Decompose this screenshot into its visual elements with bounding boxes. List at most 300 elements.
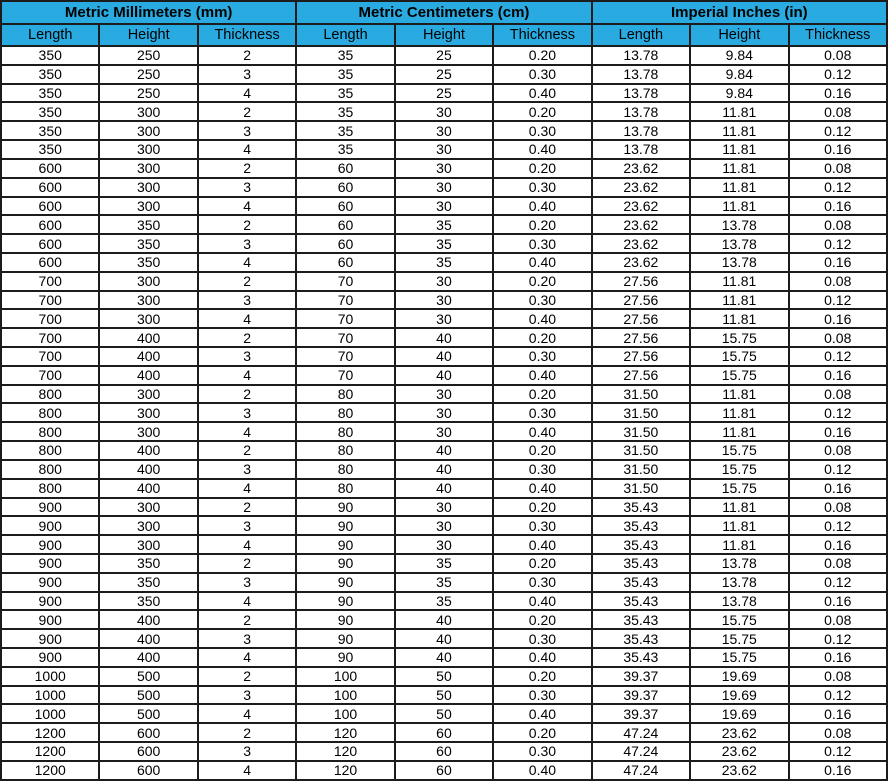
- table-row: [1, 309, 887, 328]
- table-cell: 30: [395, 291, 493, 310]
- table-cell: 23.62: [690, 761, 788, 780]
- table-cell: 31.50: [592, 479, 690, 498]
- table-cell: 15.75: [690, 366, 788, 385]
- table-row: [1, 667, 887, 686]
- table-cell: 15.75: [690, 629, 788, 648]
- table-cell: 300: [99, 121, 197, 140]
- table-cell: 35.43: [592, 573, 690, 592]
- table-cell: 30: [395, 403, 493, 422]
- table-cell: 900: [1, 554, 99, 573]
- table-cell: 13.78: [690, 592, 788, 611]
- table-cell: 1000: [1, 667, 99, 686]
- table-cell: 2: [198, 667, 296, 686]
- table-cell: 30: [395, 516, 493, 535]
- table-cell: 3: [198, 178, 296, 197]
- table-cell: 30: [395, 178, 493, 197]
- table-row: [1, 686, 887, 705]
- table-cell: 3: [198, 460, 296, 479]
- table-cell: 0.16: [789, 592, 888, 611]
- table-cell: 500: [99, 686, 197, 705]
- table-cell: 0.08: [789, 102, 888, 121]
- table-cell: 80: [296, 422, 394, 441]
- table-cell: 100: [296, 667, 394, 686]
- table-cell: 900: [1, 573, 99, 592]
- table-cell: 3: [198, 347, 296, 366]
- table-cell: 13.78: [690, 253, 788, 272]
- table-cell: 35.43: [592, 554, 690, 573]
- column-header-in-length: Length: [592, 24, 690, 46]
- table-cell: 35: [395, 592, 493, 611]
- table-cell: 800: [1, 403, 99, 422]
- table-cell: 60: [296, 234, 394, 253]
- table-cell: 600: [1, 215, 99, 234]
- table-cell: 0.40: [493, 140, 591, 159]
- table-cell: 11.81: [690, 272, 788, 291]
- table-cell: 800: [1, 385, 99, 404]
- table-cell: 700: [1, 291, 99, 310]
- table-cell: 0.16: [789, 84, 888, 103]
- table-cell: 0.30: [493, 178, 591, 197]
- table-cell: 90: [296, 610, 394, 629]
- table-cell: 50: [395, 667, 493, 686]
- table-cell: 80: [296, 479, 394, 498]
- column-header-mm-thickness: Thickness: [198, 24, 296, 46]
- table-cell: 3: [198, 742, 296, 761]
- table-cell: 35.43: [592, 648, 690, 667]
- table-cell: 35.43: [592, 610, 690, 629]
- table-cell: 0.12: [789, 573, 888, 592]
- column-header-row: [1, 24, 887, 46]
- table-cell: 30: [395, 140, 493, 159]
- table-cell: 40: [395, 460, 493, 479]
- table-cell: 3: [198, 234, 296, 253]
- table-cell: 120: [296, 742, 394, 761]
- table-cell: 13.78: [690, 554, 788, 573]
- table-row: [1, 140, 887, 159]
- table-row: [1, 215, 887, 234]
- table-cell: 350: [99, 573, 197, 592]
- table-cell: 23.62: [592, 197, 690, 216]
- table-cell: 400: [99, 460, 197, 479]
- table-cell: 0.12: [789, 742, 888, 761]
- table-cell: 2: [198, 159, 296, 178]
- table-row: [1, 441, 887, 460]
- table-row: [1, 704, 887, 723]
- table-cell: 600: [99, 723, 197, 742]
- table-cell: 600: [99, 761, 197, 780]
- table-cell: 400: [99, 328, 197, 347]
- table-cell: 0.16: [789, 366, 888, 385]
- table-cell: 0.40: [493, 535, 591, 554]
- table-cell: 9.84: [690, 84, 788, 103]
- table-cell: 35.43: [592, 629, 690, 648]
- table-cell: 4: [198, 197, 296, 216]
- table-cell: 700: [1, 328, 99, 347]
- table-cell: 2: [198, 610, 296, 629]
- table-cell: 500: [99, 667, 197, 686]
- table-cell: 350: [99, 215, 197, 234]
- table-cell: 0.20: [493, 498, 591, 517]
- table-cell: 25: [395, 84, 493, 103]
- table-cell: 25: [395, 65, 493, 84]
- table-cell: 30: [395, 102, 493, 121]
- table-cell: 27.56: [592, 272, 690, 291]
- table-cell: 0.30: [493, 234, 591, 253]
- table-cell: 250: [99, 65, 197, 84]
- table-cell: 350: [99, 234, 197, 253]
- table-cell: 15.75: [690, 460, 788, 479]
- table-cell: 15.75: [690, 328, 788, 347]
- table-cell: 600: [1, 253, 99, 272]
- table-row: [1, 46, 887, 65]
- table-cell: 27.56: [592, 328, 690, 347]
- table-cell: 4: [198, 84, 296, 103]
- table-row: [1, 573, 887, 592]
- table-row: [1, 65, 887, 84]
- table-cell: 11.81: [690, 385, 788, 404]
- table-cell: 40: [395, 441, 493, 460]
- table-cell: 0.30: [493, 516, 591, 535]
- table-cell: 15.75: [690, 610, 788, 629]
- table-cell: 40: [395, 629, 493, 648]
- table-cell: 300: [99, 422, 197, 441]
- table-cell: 35: [395, 215, 493, 234]
- table-cell: 70: [296, 366, 394, 385]
- table-cell: 0.20: [493, 385, 591, 404]
- table-cell: 11.81: [690, 403, 788, 422]
- table-cell: 13.78: [592, 102, 690, 121]
- table-cell: 30: [395, 385, 493, 404]
- table-cell: 0.40: [493, 592, 591, 611]
- table-cell: 0.12: [789, 121, 888, 140]
- table-cell: 0.16: [789, 704, 888, 723]
- table-cell: 40: [395, 347, 493, 366]
- table-cell: 40: [395, 328, 493, 347]
- table-cell: 0.16: [789, 197, 888, 216]
- table-cell: 350: [1, 102, 99, 121]
- table-cell: 90: [296, 629, 394, 648]
- table-cell: 400: [99, 479, 197, 498]
- table-cell: 60: [296, 215, 394, 234]
- table-cell: 11.81: [690, 535, 788, 554]
- table-cell: 0.20: [493, 667, 591, 686]
- table-cell: 1200: [1, 742, 99, 761]
- table-cell: 400: [99, 366, 197, 385]
- table-cell: 11.81: [690, 498, 788, 517]
- table-cell: 31.50: [592, 385, 690, 404]
- table-cell: 19.69: [690, 667, 788, 686]
- table-cell: 23.62: [592, 178, 690, 197]
- table-cell: 60: [395, 761, 493, 780]
- table-cell: 15.75: [690, 648, 788, 667]
- table-cell: 0.20: [493, 328, 591, 347]
- table-cell: 600: [1, 159, 99, 178]
- table-row: [1, 234, 887, 253]
- table-cell: 0.16: [789, 535, 888, 554]
- table-cell: 35: [395, 253, 493, 272]
- table-cell: 0.20: [493, 441, 591, 460]
- table-cell: 1200: [1, 723, 99, 742]
- table-cell: 11.81: [690, 422, 788, 441]
- table-cell: 25: [395, 46, 493, 65]
- table-cell: 3: [198, 516, 296, 535]
- table-cell: 900: [1, 629, 99, 648]
- table-cell: 0.12: [789, 403, 888, 422]
- table-cell: 40: [395, 610, 493, 629]
- group-header-mm: Metric Millimeters (mm): [1, 1, 296, 24]
- table-row: [1, 535, 887, 554]
- table-row: [1, 422, 887, 441]
- table-cell: 1000: [1, 704, 99, 723]
- table-cell: 27.56: [592, 347, 690, 366]
- table-cell: 35.43: [592, 498, 690, 517]
- table-cell: 120: [296, 761, 394, 780]
- table-row: [1, 178, 887, 197]
- table-row: [1, 366, 887, 385]
- table-cell: 39.37: [592, 704, 690, 723]
- table-cell: 30: [395, 197, 493, 216]
- table-cell: 35: [296, 140, 394, 159]
- group-header-cm: Metric Centimeters (cm): [296, 1, 591, 24]
- table-row: [1, 272, 887, 291]
- table-cell: 13.78: [592, 140, 690, 159]
- table-cell: 47.24: [592, 723, 690, 742]
- table-cell: 11.81: [690, 178, 788, 197]
- table-cell: 35: [296, 46, 394, 65]
- table-cell: 40: [395, 648, 493, 667]
- table-cell: 0.30: [493, 573, 591, 592]
- table-cell: 19.69: [690, 704, 788, 723]
- table-cell: 4: [198, 366, 296, 385]
- table-cell: 0.12: [789, 347, 888, 366]
- table-cell: 11.81: [690, 102, 788, 121]
- table-cell: 23.62: [592, 253, 690, 272]
- table-cell: 35: [296, 121, 394, 140]
- table-cell: 0.30: [493, 742, 591, 761]
- table-cell: 0.12: [789, 234, 888, 253]
- table-cell: 35.43: [592, 592, 690, 611]
- table-cell: 0.30: [493, 403, 591, 422]
- table-cell: 0.16: [789, 479, 888, 498]
- table-cell: 0.08: [789, 328, 888, 347]
- table-cell: 30: [395, 309, 493, 328]
- table-cell: 0.08: [789, 441, 888, 460]
- table-cell: 0.08: [789, 272, 888, 291]
- table-cell: 800: [1, 441, 99, 460]
- table-row: [1, 629, 887, 648]
- table-cell: 30: [395, 422, 493, 441]
- table-cell: 35: [395, 573, 493, 592]
- table-cell: 3: [198, 686, 296, 705]
- table-cell: 0.40: [493, 704, 591, 723]
- table-cell: 400: [99, 347, 197, 366]
- table-cell: 90: [296, 554, 394, 573]
- table-cell: 0.40: [493, 422, 591, 441]
- table-row: [1, 742, 887, 761]
- table-cell: 0.08: [789, 554, 888, 573]
- table-cell: 15.75: [690, 441, 788, 460]
- table-cell: 70: [296, 328, 394, 347]
- table-cell: 0.08: [789, 498, 888, 517]
- table-cell: 0.20: [493, 46, 591, 65]
- table-cell: 0.20: [493, 159, 591, 178]
- table-cell: 250: [99, 84, 197, 103]
- table-cell: 600: [1, 178, 99, 197]
- table-cell: 80: [296, 441, 394, 460]
- table-row: [1, 102, 887, 121]
- table-cell: 0.12: [789, 516, 888, 535]
- table-cell: 0.08: [789, 667, 888, 686]
- table-cell: 80: [296, 403, 394, 422]
- table-cell: 31.50: [592, 422, 690, 441]
- table-cell: 0.08: [789, 46, 888, 65]
- table-cell: 35: [395, 554, 493, 573]
- table-cell: 0.20: [493, 215, 591, 234]
- table-cell: 0.16: [789, 761, 888, 780]
- table-cell: 2: [198, 328, 296, 347]
- table-cell: 100: [296, 704, 394, 723]
- table-cell: 0.16: [789, 422, 888, 441]
- table-body: [1, 46, 887, 780]
- table-cell: 50: [395, 686, 493, 705]
- table-cell: 9.84: [690, 46, 788, 65]
- table-cell: 40: [395, 479, 493, 498]
- table-cell: 70: [296, 291, 394, 310]
- table-cell: 30: [395, 159, 493, 178]
- table-cell: 0.08: [789, 723, 888, 742]
- table-cell: 27.56: [592, 366, 690, 385]
- table-cell: 600: [1, 197, 99, 216]
- table-cell: 0.30: [493, 65, 591, 84]
- table-cell: 1000: [1, 686, 99, 705]
- table-cell: 350: [1, 84, 99, 103]
- table-cell: 350: [99, 253, 197, 272]
- group-header-in: Imperial Inches (in): [592, 1, 887, 24]
- table-cell: 35: [395, 234, 493, 253]
- table-cell: 30: [395, 121, 493, 140]
- table-cell: 600: [1, 234, 99, 253]
- table-cell: 900: [1, 516, 99, 535]
- table-cell: 4: [198, 140, 296, 159]
- table-cell: 35: [296, 102, 394, 121]
- table-cell: 2: [198, 441, 296, 460]
- table-cell: 4: [198, 648, 296, 667]
- table-row: [1, 610, 887, 629]
- table-cell: 500: [99, 704, 197, 723]
- table-cell: 400: [99, 648, 197, 667]
- table-cell: 0.20: [493, 610, 591, 629]
- table-cell: 39.37: [592, 667, 690, 686]
- table-row: [1, 723, 887, 742]
- table-cell: 13.78: [592, 46, 690, 65]
- table-cell: 700: [1, 272, 99, 291]
- table-cell: 0.30: [493, 291, 591, 310]
- table-cell: 40: [395, 366, 493, 385]
- table-cell: 0.20: [493, 272, 591, 291]
- table-cell: 0.16: [789, 309, 888, 328]
- table-cell: 600: [99, 742, 197, 761]
- table-cell: 0.40: [493, 84, 591, 103]
- table-cell: 4: [198, 422, 296, 441]
- table-cell: 300: [99, 516, 197, 535]
- table-row: [1, 159, 887, 178]
- table-cell: 350: [1, 140, 99, 159]
- table-row: [1, 197, 887, 216]
- table-row: [1, 554, 887, 573]
- table-row: [1, 84, 887, 103]
- table-cell: 0.08: [789, 610, 888, 629]
- table-row: [1, 121, 887, 140]
- table-cell: 13.78: [592, 121, 690, 140]
- table-cell: 50: [395, 704, 493, 723]
- table-cell: 60: [296, 197, 394, 216]
- table-cell: 100: [296, 686, 394, 705]
- table-cell: 4: [198, 761, 296, 780]
- table-cell: 0.16: [789, 648, 888, 667]
- table-cell: 2: [198, 215, 296, 234]
- table-cell: 3: [198, 629, 296, 648]
- table-cell: 120: [296, 723, 394, 742]
- table-cell: 2: [198, 385, 296, 404]
- table-cell: 4: [198, 704, 296, 723]
- table-cell: 0.40: [493, 309, 591, 328]
- table-cell: 0.30: [493, 686, 591, 705]
- table-cell: 60: [296, 159, 394, 178]
- table-cell: 60: [296, 178, 394, 197]
- table-cell: 0.12: [789, 178, 888, 197]
- table-cell: 0.40: [493, 253, 591, 272]
- table-cell: 15.75: [690, 347, 788, 366]
- table-cell: 35: [296, 65, 394, 84]
- table-cell: 23.62: [690, 742, 788, 761]
- table-cell: 900: [1, 610, 99, 629]
- column-header-in-thickness: Thickness: [789, 24, 888, 46]
- table-cell: 0.40: [493, 648, 591, 667]
- table-cell: 90: [296, 648, 394, 667]
- table-cell: 70: [296, 347, 394, 366]
- table-cell: 350: [1, 121, 99, 140]
- table-row: [1, 347, 887, 366]
- table-cell: 250: [99, 46, 197, 65]
- table-cell: 27.56: [592, 309, 690, 328]
- table-cell: 60: [395, 723, 493, 742]
- table-cell: 0.12: [789, 291, 888, 310]
- table-cell: 11.81: [690, 309, 788, 328]
- table-cell: 900: [1, 535, 99, 554]
- table-cell: 60: [296, 253, 394, 272]
- column-header-in-height: Height: [690, 24, 788, 46]
- table-header: [1, 1, 887, 46]
- table-cell: 4: [198, 535, 296, 554]
- table-cell: 0.30: [493, 460, 591, 479]
- table-cell: 70: [296, 309, 394, 328]
- table-cell: 9.84: [690, 65, 788, 84]
- table-cell: 90: [296, 535, 394, 554]
- table-cell: 11.81: [690, 516, 788, 535]
- table-cell: 0.16: [789, 253, 888, 272]
- table-cell: 23.62: [592, 234, 690, 253]
- table-cell: 30: [395, 272, 493, 291]
- table-cell: 11.81: [690, 140, 788, 159]
- table-cell: 300: [99, 197, 197, 216]
- table-cell: 2: [198, 272, 296, 291]
- table-cell: 0.12: [789, 686, 888, 705]
- table-cell: 27.56: [592, 291, 690, 310]
- table-cell: 35: [296, 84, 394, 103]
- table-cell: 800: [1, 479, 99, 498]
- table-cell: 0.08: [789, 215, 888, 234]
- table-cell: 11.81: [690, 159, 788, 178]
